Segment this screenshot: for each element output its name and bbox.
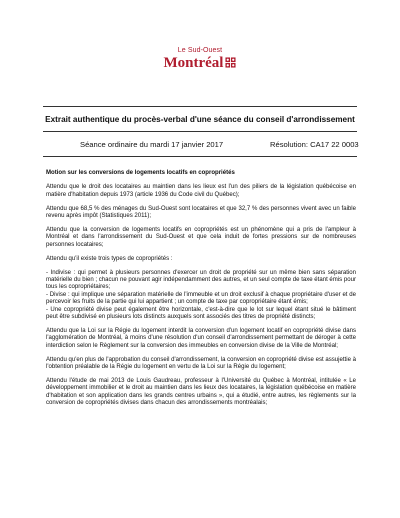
document-body: [46, 170, 356, 414]
resolution-number: Résolution: CA17 22 0003: [270, 140, 359, 149]
list-item: - Une copropriété divise peut également être horizontale, c'est-à-dire que le lot sur lequel étant situé le bâtiment peut être subdivisé en plusieurs lots distincts auxquels sont associés des titres de propriété distincts;: [46, 306, 356, 321]
header-bottom-rule: [43, 156, 357, 157]
section-title: Motion sur les conversions de logements locatifs en copropriétés: [46, 170, 235, 176]
paragraph: Attendu que la conversion de logements locatifs en copropriétés est un phénomène qui a pris de l'ampleur à Montréal et dans l'arrondissement du Sud-Ouest et que cela induit de fortes pressions sur de nombreuses personnes locataires;: [46, 227, 356, 248]
list-item: - Divise : qui implique une séparation matérielle de l'immeuble et un droit exclusif à chaque propriétaire d'user et de percevoir les fruits de la partie qui lui appartient ; un compte de taxe par copropriétaire étant émis;: [46, 291, 356, 306]
document-title: Extrait authentique du procès-verbal d'une séance du conseil d'arrondissement: [45, 115, 355, 124]
paragraph: Attendu que le droit des locataires au maintien dans les lieux est l'un des piliers de la législation québécoise en matière d'habitation depuis 1973 (article 1936 du Code civil du Québec);: [46, 184, 356, 198]
header-mid-rule: [43, 131, 357, 132]
paragraph: Attendu que la Loi sur la Régie du logement interdit la conversion d'un logement locatif en copropriété divise dans l'agglomération de Montréal, à moins d'une résolution d'un conseil d'arrondissement permettant de déroger à cette interdiction selon le Règlement sur la conversion des immeubles en conversion divise de la Ville de Montréal;: [46, 328, 356, 349]
montreal-rosette-icon: [225, 57, 236, 68]
paragraph: Attendu qu'il existe trois types de copropriétés :: [46, 255, 173, 262]
header-top-rule: [43, 106, 357, 107]
montreal-logo: [0, 47, 400, 71]
paragraph: Attendu qu'en plus de l'approbation du conseil d'arrondissement, la conversion en copropriété divise est assujettie à l'obtention préalable de la Régie du logement en vertu de la Loi sur la Régie du logement;: [46, 356, 356, 371]
list-item: - Indivise : qui permet à plusieurs personnes d'exercer un droit de propriété sur un même bien sans séparation matérielle du bien ; chacun ne pouvant agir indépendamment des autres, et un seul compte de taxe étant émis pour tous les copropriétaires;: [46, 269, 356, 291]
session-date: Séance ordinaire du mardi 17 janvier 2017: [80, 140, 224, 149]
city-name: Montréal: [163, 55, 224, 71]
paragraph: Attendu l'étude de mai 2013 de Louis Gaudreau, professeur à l'Université du Québec à Montréal, intitulée « Le développement immobilier et le droit au maintien dans les lieux des locataires, la législation québécoise en matière d'habitation et son application dans les grands centres urbains », qui a étudié, entre autres, les règlements sur la conversion de copropriétés divises dans chacun des arrondissements montréalais;: [46, 378, 356, 407]
borough-name: Le Sud-Ouest: [177, 47, 223, 54]
city-name-wrapper: [0, 55, 400, 71]
paragraph: Attendu que 68,5 % des ménages du Sud-Ouest sont locataires et que 32,7 % des personnes vivent avec un faible revenu après impôt (Statistiques 2011);: [46, 205, 356, 220]
